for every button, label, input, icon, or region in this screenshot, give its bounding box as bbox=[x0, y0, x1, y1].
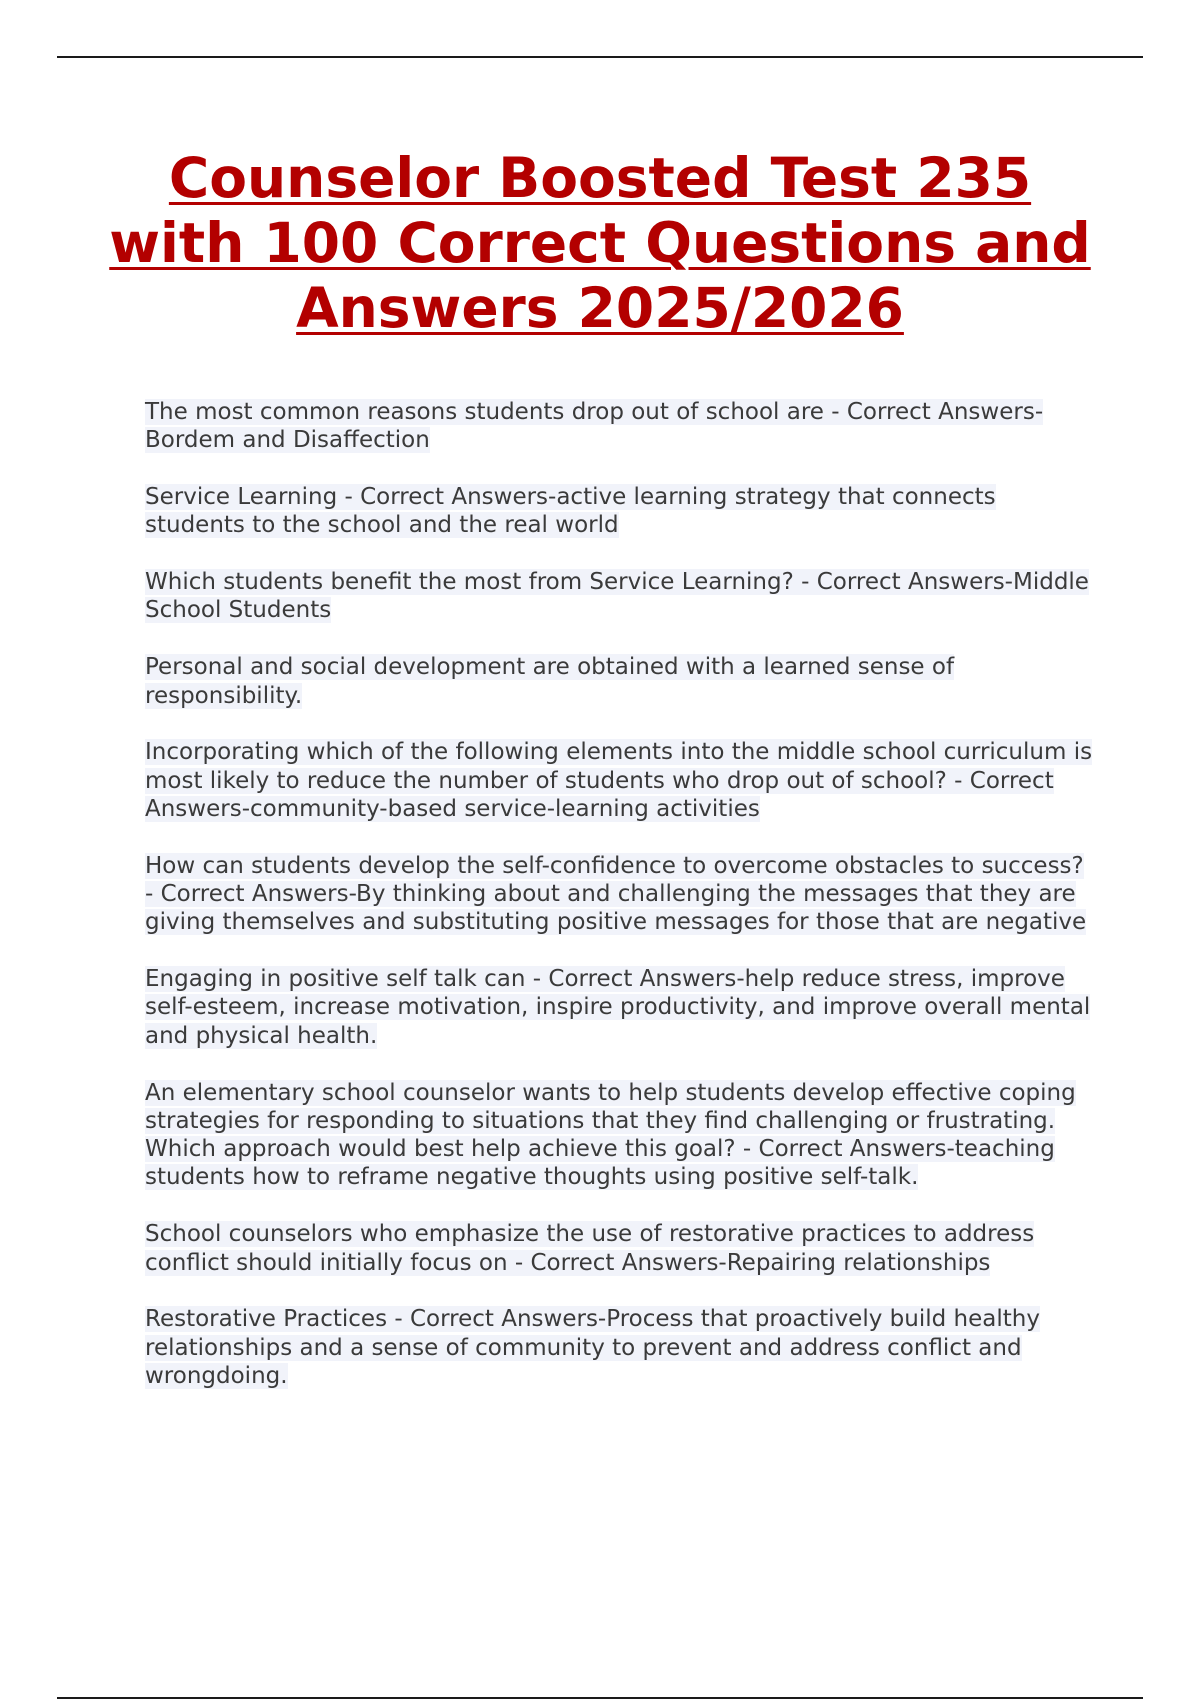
qa-text: Service Learning - Correct Answers-active learning strategy that connects students to the school and the real world bbox=[145, 484, 996, 539]
qa-item bbox=[145, 483, 1095, 540]
qa-item bbox=[145, 738, 1095, 823]
qa-item bbox=[145, 1079, 1095, 1192]
qa-item bbox=[145, 1220, 1095, 1277]
qa-text: Personal and social development are obtained with a learned sense of responsibility. bbox=[145, 654, 955, 709]
top-rule bbox=[57, 56, 1143, 58]
document-title: Counselor Boosted Test 235 with 100 Correct Questions and Answers 2025/2026 bbox=[109, 146, 1091, 340]
qa-text: Restorative Practices - Correct Answers-Process that proactively build healthy relationships and a sense of community to prevent and address conflict and wrongdoing. bbox=[145, 1306, 1040, 1389]
qa-text: The most common reasons students drop out of school are - Correct Answers-Bordem and Disaffection bbox=[145, 399, 1044, 454]
qa-text: Which students benefit the most from Service Learning? - Correct Answers-Middle School Students bbox=[145, 569, 1089, 624]
qa-text: How can students develop the self-confidence to overcome obstacles to success? - Correct Answers-By thinking about and challenging the messages that they are giving themselves and substituting positive messages for those that are negative bbox=[145, 852, 1087, 936]
qa-text: School counselors who emphasize the use of restorative practices to address conflict should initially focus on - Correct Answers-Repairing relationships bbox=[145, 1221, 1035, 1276]
qa-item bbox=[145, 852, 1095, 937]
qa-item bbox=[145, 653, 1095, 710]
qa-text: Engaging in positive self talk can - Correct Answers-help reduce stress, improve self-esteem, increase motivation, inspire productivity, and improve overall mental and physical health. bbox=[145, 966, 1091, 1049]
qa-list bbox=[145, 398, 1095, 1419]
qa-item bbox=[145, 568, 1095, 625]
qa-item bbox=[145, 1305, 1095, 1390]
qa-item bbox=[145, 398, 1095, 455]
bottom-rule bbox=[57, 1697, 1143, 1699]
qa-text: An elementary school counselor wants to help students develop effective coping strategies for responding to situations that they find challenging or frustrating. Which approach would best help achieve this goal? - Correct Answers-teaching students how to reframe negative thoughts using positive self-talk. bbox=[145, 1079, 1076, 1191]
qa-item bbox=[145, 965, 1095, 1050]
qa-text: Incorporating which of the following elements into the middle school curriculum is most likely to reduce the number of students who drop out of school? - Correct Answers-community-based service-learning activities bbox=[145, 739, 1093, 822]
